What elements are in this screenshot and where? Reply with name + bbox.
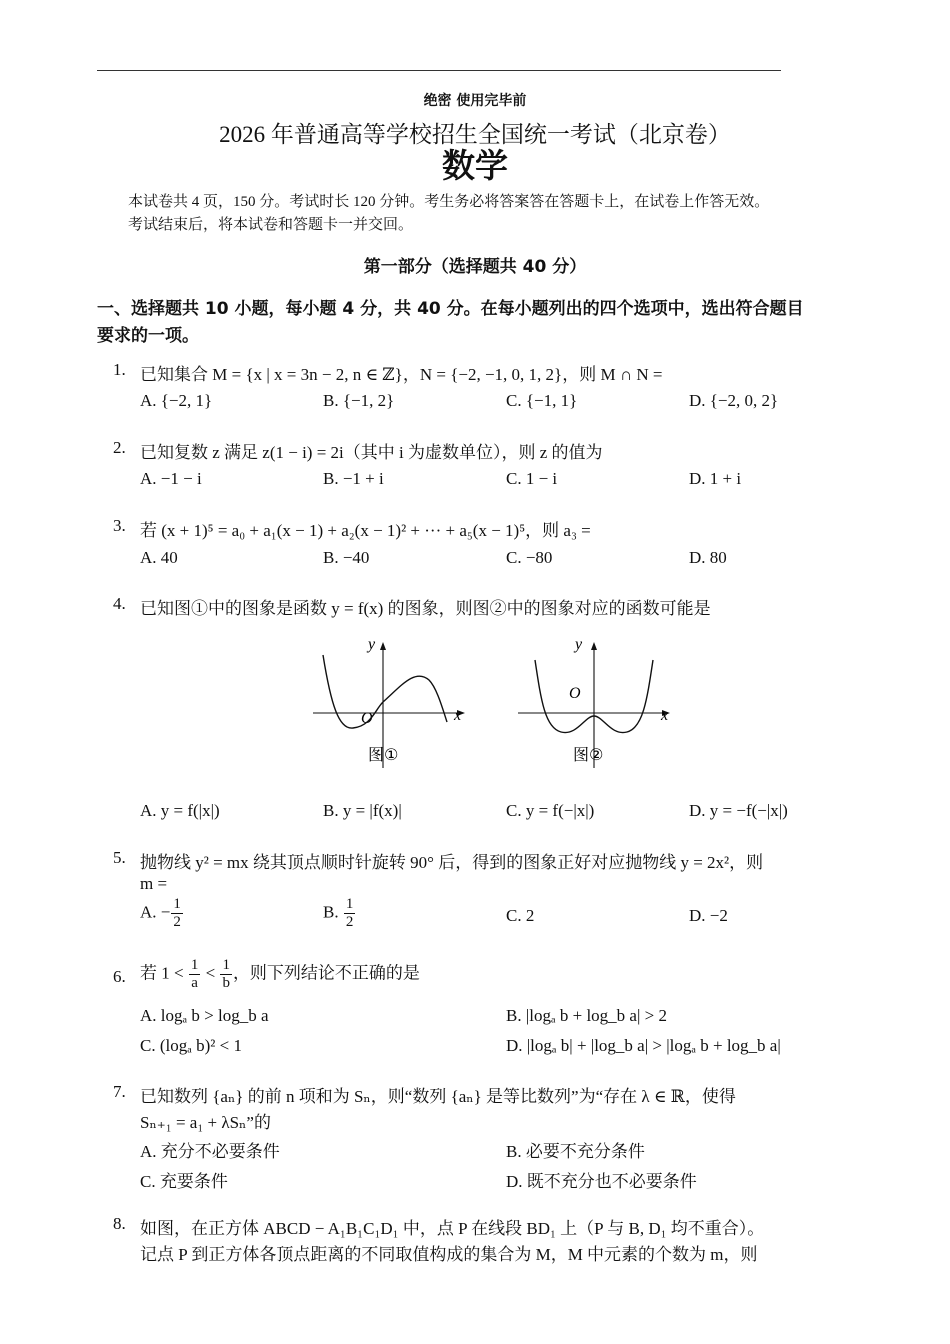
fraction-denominator: 2 xyxy=(345,914,354,930)
q6-text-suffix: ，则下列结论不正确的是 xyxy=(232,963,420,983)
q6-option-d: D. |logₐ b| + |log_b a| > |logₐ b + log_b a| xyxy=(506,1036,781,1055)
graph-1 xyxy=(313,636,465,768)
q5-option-b-prefix: B. xyxy=(323,902,343,922)
function-graphs-figure xyxy=(305,630,685,780)
q1-option-a: A. {−2, 1} xyxy=(140,391,213,410)
exam-info-line-1: 本试卷共 4 页，150 分。考试时长 120 分钟。考生务必将答案答在答题卡上，在试卷上作答无效。 xyxy=(128,194,770,210)
q7-option-a: A. 充分不必要条件 xyxy=(140,1142,280,1161)
graph-2 xyxy=(518,636,670,768)
q4-option-c: C. y = f(−|x|) xyxy=(506,801,595,820)
y-axis-label: y xyxy=(368,636,376,653)
fraction-numerator: 1 xyxy=(173,896,181,912)
fraction-numerator: 1 xyxy=(345,896,354,912)
figure-2-caption: 图② xyxy=(573,745,604,764)
q2-option-b: B. −1 + i xyxy=(323,469,384,488)
q7-option-d: D. 既不充分也不必要条件 xyxy=(506,1172,697,1191)
section-title-line-1: 一、选择题共 10 小题，每小题 4 分，共 40 分。在每小题列出的四个选项中，选出符合题目 xyxy=(97,299,804,319)
header-rule xyxy=(97,70,781,71)
q5-option-a-prefix: A. − xyxy=(140,902,171,922)
q1-option-c: C. {−1, 1} xyxy=(506,391,578,410)
q6-text-mid: < xyxy=(205,963,216,983)
section-title xyxy=(97,296,867,350)
q3-option-d: D. 80 xyxy=(689,548,727,567)
q6-option-c: C. (logₐ b)² < 1 xyxy=(140,1036,242,1055)
question-number: 7. xyxy=(113,1082,126,1101)
question-number: 4. xyxy=(113,594,126,613)
subject-title: 数学 xyxy=(442,146,508,185)
exam-info-line-2: 考试结束后，将本试卷和答题卡一并交回。 xyxy=(128,217,414,233)
q5-option-a xyxy=(140,896,184,931)
fraction-1-over-b xyxy=(220,957,232,992)
q7-option-c: C. 充要条件 xyxy=(140,1172,228,1191)
q6-text-prefix: 若 1 < xyxy=(140,963,184,983)
y-axis-label: y xyxy=(575,636,583,653)
question-number: 1. xyxy=(113,360,126,379)
q2-option-d: D. 1 + i xyxy=(689,469,742,488)
origin-label: O xyxy=(361,710,373,727)
question-3-text: 若 (x + 1)⁵ = a₀ + a₁(x − 1) + a₂(x − 1)² + ··· + a₅(x − 1)⁵，则 a₃ = xyxy=(140,521,591,540)
confidential-label: 绝密 使用完毕前 xyxy=(423,93,527,109)
fraction-numerator: 1 xyxy=(222,957,230,973)
y-axis-arrow xyxy=(380,642,386,650)
q6-option-b: B. |logₐ b + log_b a| > 2 xyxy=(506,1006,667,1025)
q5-option-b xyxy=(323,896,356,931)
section-title-line-2: 要求的一项。 xyxy=(97,326,199,346)
q1-option-d: D. {−2, 0, 2} xyxy=(689,391,779,410)
q5-option-c: C. 2 xyxy=(506,906,535,925)
fraction-denominator: a xyxy=(191,975,198,991)
fraction xyxy=(344,896,356,931)
question-number: 8. xyxy=(113,1214,126,1233)
question-number: 6. xyxy=(113,967,126,986)
fraction-1-over-a xyxy=(189,957,201,992)
q7-option-b: B. 必要不充分条件 xyxy=(506,1142,645,1161)
question-1-text: 已知集合 M = {x | x = 3n − 2, n ∈ ℤ}，N = {−2, −1, 0, 1, 2}，则 M ∩ N = xyxy=(140,365,663,384)
q3-option-b: B. −40 xyxy=(323,548,370,567)
q3-option-a: A. 40 xyxy=(140,548,178,567)
q3-option-c: C. −80 xyxy=(506,548,553,567)
q6-option-a: A. logₐ b > log_b a xyxy=(140,1006,269,1025)
origin-label: O xyxy=(569,685,581,702)
question-4-text: 已知图①中的图象是函数 y = f(x) 的图象，则图②中的图象对应的函数可能是 xyxy=(140,599,711,618)
question-7-text-line-1: 已知数列 {aₙ} 的前 n 项和为 Sₙ，则“数列 {aₙ} 是等比数列”为“存在 λ ∈ ℝ，使得 xyxy=(140,1087,736,1106)
figure-1-caption: 图① xyxy=(368,745,399,764)
question-number: 5. xyxy=(113,848,126,867)
q2-option-a: A. −1 − i xyxy=(140,469,202,488)
q4-option-d: D. y = −f(−|x|) xyxy=(689,801,788,820)
part-title: 第一部分（选择题共 40 分） xyxy=(363,257,587,277)
question-8-text-line-1: 如图，在正方体 ABCD − A₁B₁C₁D₁ 中，点 P 在线段 BD₁ 上（P 与 B, D₁ 均不重合）。 xyxy=(140,1219,765,1238)
graphs-svg xyxy=(305,630,685,775)
q4-option-a: A. y = f(|x|) xyxy=(140,801,220,820)
question-8-text-line-2: 记点 P 到正方体各顶点距离的不同取值构成的集合为 M，M 中元素的个数为 m，则 xyxy=(140,1245,758,1264)
fraction-numerator: 1 xyxy=(190,957,199,973)
q4-option-b: B. y = |f(x)| xyxy=(323,801,402,820)
curve-f xyxy=(323,655,447,728)
question-7-text-line-2: Sₙ₊₁ = a₁ + λSₙ”的 xyxy=(140,1113,271,1132)
question-5-text-line-1: 抛物线 y² = mx 绕其顶点顺时针旋转 90° 后，得到的图象正好对应抛物线 y = 2x²，则 xyxy=(140,853,764,872)
exam-title: 2026 年普通高等学校招生全国统一考试（北京卷） xyxy=(219,122,731,147)
x-axis-label: x xyxy=(661,707,669,724)
question-6-text xyxy=(140,957,420,992)
question-2-text: 已知复数 z 满足 z(1 − i) = 2i（其中 i 为虚数单位），则 z 的值为 xyxy=(140,443,603,462)
fraction-denominator: b xyxy=(222,975,230,991)
y-axis-arrow xyxy=(591,642,597,650)
question-number: 3. xyxy=(113,516,126,535)
fraction-denominator: 2 xyxy=(173,914,181,930)
x-axis-label: x xyxy=(454,707,462,724)
question-5-text-line-2: m = xyxy=(140,874,168,893)
q2-option-c: C. 1 − i xyxy=(506,469,558,488)
question-number: 2. xyxy=(113,438,126,457)
q5-option-d: D. −2 xyxy=(689,906,728,925)
q1-option-b: B. {−1, 2} xyxy=(323,391,395,410)
fraction xyxy=(171,896,183,931)
